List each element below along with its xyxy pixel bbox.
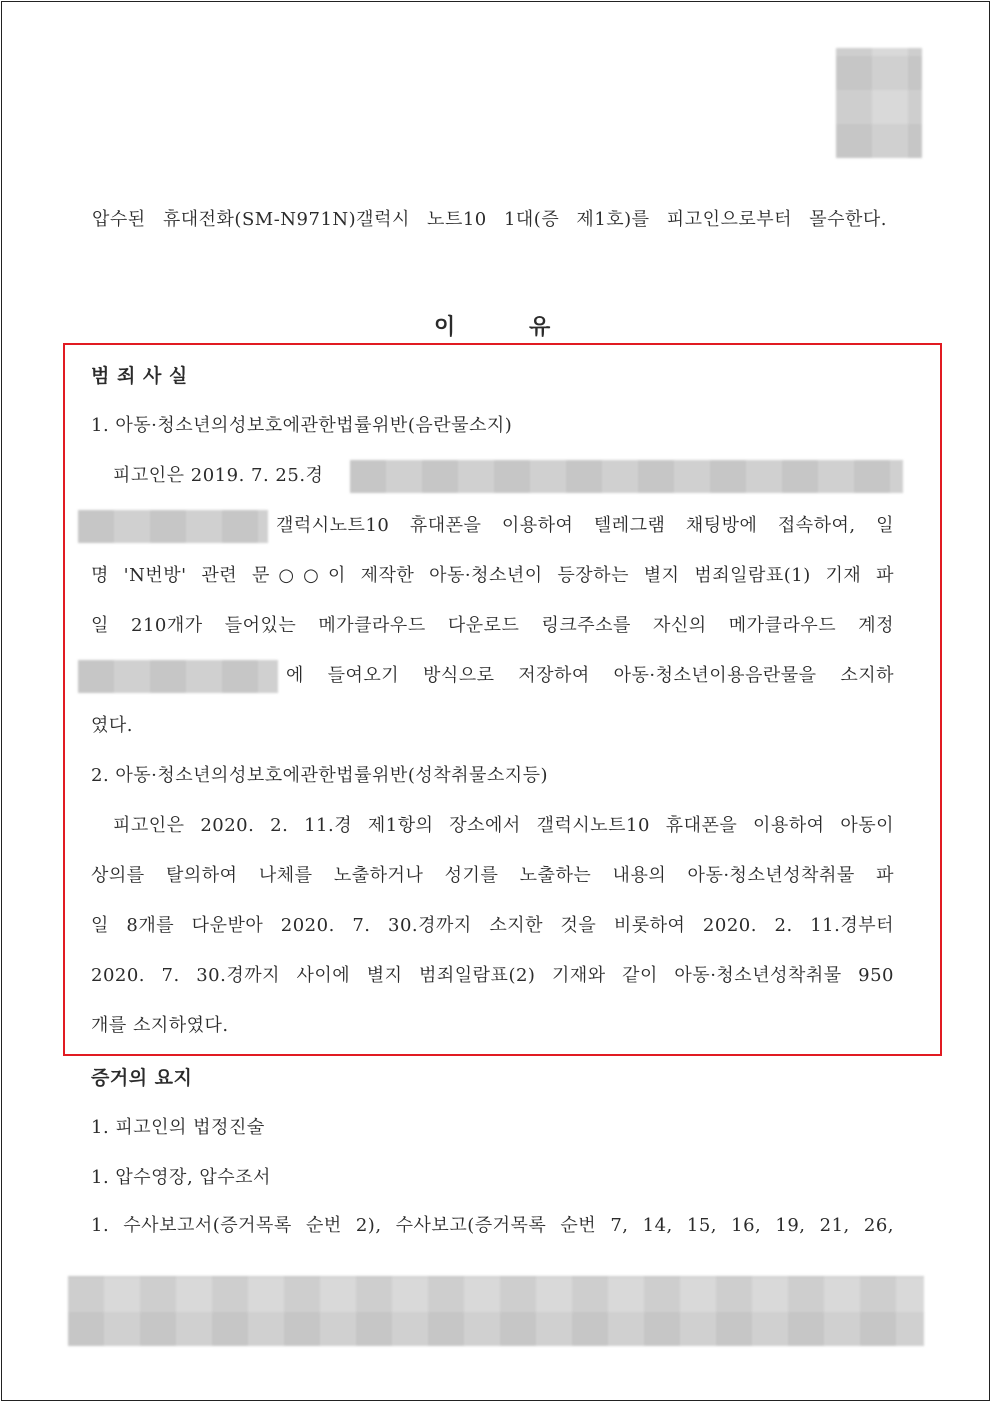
evidence-item1: 1. 피고인의 법정진술 bbox=[91, 1117, 265, 1138]
redacted-stamp bbox=[836, 48, 922, 158]
evidence-item2: 1. 압수영장, 압수조서 bbox=[91, 1167, 271, 1188]
redacted-account bbox=[78, 660, 278, 693]
redacted-footer bbox=[68, 1276, 924, 1346]
redacted-location-1 bbox=[350, 460, 903, 493]
facts-item1-line6: 였다. bbox=[91, 715, 133, 736]
facts-item1-line4: 일 210개가 들어있는 메가클라우드 다운로드 링크주소를 자신의 메가클라우드 계정 bbox=[91, 615, 894, 636]
judgment-order-text: 압수된 휴대전화(SM-N971N)갤럭시 노트10 1대(증 제1호)를 피고인으로부터 몰수한다. bbox=[92, 209, 887, 230]
facts-item2-line4: 2020. 7. 30.경까지 사이에 별지 범죄일람표(2) 기재와 같이 아동·청소년성착취물 950 bbox=[91, 965, 894, 986]
facts-item1-line5: 에 들여오기 방식으로 저장하여 아동·청소년이용음란물을 소지하 bbox=[286, 665, 894, 686]
facts-heading: 범 죄 사 실 bbox=[91, 365, 188, 387]
reason-title-char-1: 이 bbox=[434, 315, 456, 340]
facts-item2-line3: 일 8개를 다운받아 2020. 7. 30.경까지 소지한 것을 비롯하여 2020. 2. 11.경부터 bbox=[91, 915, 894, 936]
reason-title-char-2: 유 bbox=[529, 315, 551, 340]
facts-item1-title: 1. 아동·청소년의성보호에관한법률위반(음란물소지) bbox=[91, 415, 513, 436]
facts-item2-line1: 피고인은 2020. 2. 11.경 제1항의 장소에서 갤럭시노트10 휴대폰을 이용하여 아동이 bbox=[113, 815, 894, 836]
facts-item1-line2: 갤럭시노트10 휴대폰을 이용하여 텔레그램 채팅방에 접속하여, 일 bbox=[276, 515, 894, 536]
facts-item1-line3: 명 'N번방' 관련 문○○이 제작한 아동·청소년이 등장하는 별지 범죄일람표(1) 기재 파 bbox=[91, 565, 894, 586]
facts-item2-line5: 개를 소지하였다. bbox=[91, 1015, 229, 1036]
highlighted-facts-box bbox=[63, 343, 942, 1056]
redacted-location-2 bbox=[78, 510, 268, 543]
facts-item1-line1: 피고인은 2019. 7. 25.경 bbox=[113, 465, 324, 486]
facts-item2-title: 2. 아동·청소년의성보호에관한법률위반(성착취물소지등) bbox=[91, 765, 549, 786]
evidence-heading: 증거의 요지 bbox=[91, 1067, 193, 1089]
evidence-item3: 1. 수사보고서(증거목록 순번 2), 수사보고(증거목록 순번 7, 14, 15, 16, 19, 21, 26, bbox=[91, 1215, 894, 1236]
facts-item2-line2: 상의를 탈의하여 나체를 노출하거나 성기를 노출하는 내용의 아동·청소년성착취물 파 bbox=[91, 865, 894, 886]
